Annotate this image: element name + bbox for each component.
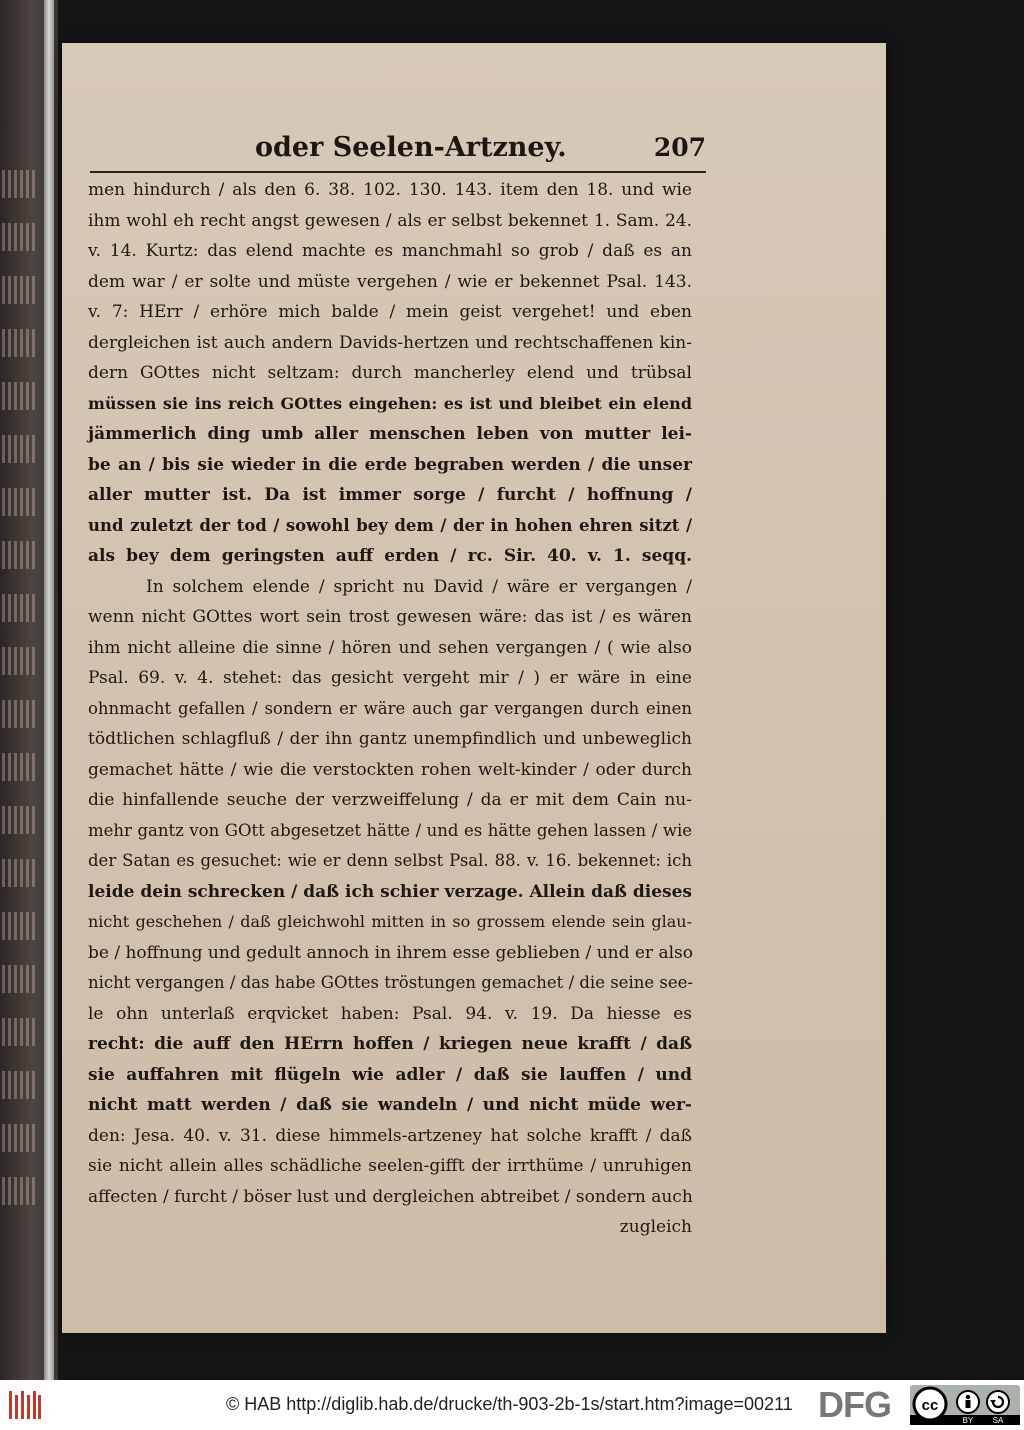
text-line: der Satan es gesuchet: wie er denn selbst Psal. 88. v. 16. bekennet: ich	[88, 851, 692, 870]
viewer-footer	[0, 1380, 1024, 1430]
book-page	[62, 43, 886, 1333]
paragraph-first-line: In solchem elende / spricht nu David / wäre er vergangen /	[146, 576, 692, 597]
previous-page-text-fragments	[2, 170, 38, 1230]
text-line: nicht vergangen / das habe GOttes tröstungen gemachet / die seine see-	[88, 973, 693, 992]
text-line: die hinfallende seuche der verzweiffelung / da er mit dem Cain nu-	[88, 790, 692, 810]
running-head-title: oder Seelen-Artzney.	[255, 132, 567, 163]
text-line: den: Jesa. 40. v. 31. diese himmels-artzeney hat solche krafft / daß	[88, 1125, 692, 1146]
catchword: zugleich	[619, 1217, 692, 1237]
text-line: müssen sie ins reich GOttes eingehen: es ist und bleibet ein elend	[88, 393, 692, 413]
text-line: wenn nicht GOttes wort sein trost gewesen wäre: das ist / es wären	[88, 607, 692, 627]
svg-text:cc: cc	[921, 1397, 939, 1414]
text-line: ihm nicht alleine die sinne / hören und sehen vergangen / ( wie also	[88, 637, 692, 658]
text-line: nicht geschehen / daß gleichwohl mitten in so grossem elende sein glau-	[88, 912, 692, 931]
text-line: jämmerlich ding umb aller menschen leben von mutter lei-	[88, 424, 692, 444]
text-line: mehr gantz von GOtt abgesetzet hätte / und es hätte gehen lassen / wie	[88, 820, 692, 840]
text-line: be an / bis sie wieder in die erde begraben werden / die unser	[88, 454, 692, 475]
text-line: aller mutter ist. Da ist immer sorge / furcht / hoffnung /	[88, 485, 692, 505]
text-line: sie nicht allein alles schädliche seelen-gifft der irrthüme / unruhigen	[88, 1156, 692, 1176]
svg-text:SA: SA	[992, 1416, 1004, 1425]
text-line: ihm wohl eh recht angst gewesen / als er selbst bekennet 1. Sam. 24.	[88, 210, 692, 231]
text-line: ohnmacht gefallen / sondern er wäre auch gar vergangen durch einen	[88, 698, 692, 718]
text-line: dergleichen ist auch andern Davids-hertzen und rechtschaffenen kin-	[88, 332, 692, 353]
text-line: affecten / furcht / böser lust und dergleichen abtreibet / sondern auch	[88, 1186, 693, 1207]
text-line: v. 14. Kurtz: das elend machte es manchmahl so grob / daß es an	[88, 241, 692, 261]
running-head	[90, 125, 706, 173]
text-line: tödtlichen schlagfluß / der ihn gantz unempfindlich und unbeweglich	[88, 729, 692, 749]
text-line: dern GOttes nicht seltzam: durch mancherley elend und trübsal	[88, 363, 692, 383]
hab-logo-icon	[8, 1389, 42, 1421]
text-line: leide dein schrecken / daß ich schier verzage. Allein daß dieses	[88, 881, 692, 902]
text-line: Psal. 69. v. 4. stehet: das gesicht vergeht mir / ) er wäre in eine	[88, 668, 692, 688]
svg-text:BY: BY	[962, 1416, 974, 1425]
text-line: als bey dem geringsten auff erden / rc. Sir. 40. v. 1. seqq.	[88, 546, 692, 566]
text-line: recht: die auff den HErrn hoffen / kriegen neue krafft / daß	[88, 1034, 692, 1054]
text-line: v. 7: HErr / erhöre mich balde / mein geist vergehet! und eben	[88, 302, 692, 322]
text-line: dem war / er solte und müste vergehen / wie er bekennet Psal. 143.	[88, 271, 692, 292]
text-line: nicht matt werden / daß sie wandeln / und nicht müde wer-	[88, 1095, 692, 1115]
cc-by-sa-license-icon[interactable]	[910, 1385, 1020, 1425]
text-line: be / hoffnung und gedult annoch in ihrem esse geblieben / und er also	[88, 942, 693, 963]
text-line: sie auffahren mit flügeln wie adler / daß sie lauffen / und	[88, 1064, 692, 1085]
text-line: men hindurch / als den 6. 38. 102. 130. 143. item den 18. und wie	[88, 180, 692, 200]
page-edge-strip	[44, 0, 54, 1380]
page-number: 207	[653, 133, 706, 162]
body-text	[88, 175, 692, 1243]
text-line: le ohn unterlaß erqvicket haben: Psal. 94. v. 19. Da hiesse es	[88, 1003, 692, 1024]
dfg-logo: DFG	[818, 1384, 891, 1425]
text-line: gemachet hätte / wie die verstockten rohen welt-kinder / oder durch	[88, 759, 692, 780]
text-line: und zuletzt der tod / sowohl bey dem / der in hohen ehren sitzt /	[88, 515, 692, 535]
copyright-link[interactable]: © HAB http://diglib.hab.de/drucke/th-903-2b-1s/start.htm?image=00211	[226, 1394, 793, 1414]
